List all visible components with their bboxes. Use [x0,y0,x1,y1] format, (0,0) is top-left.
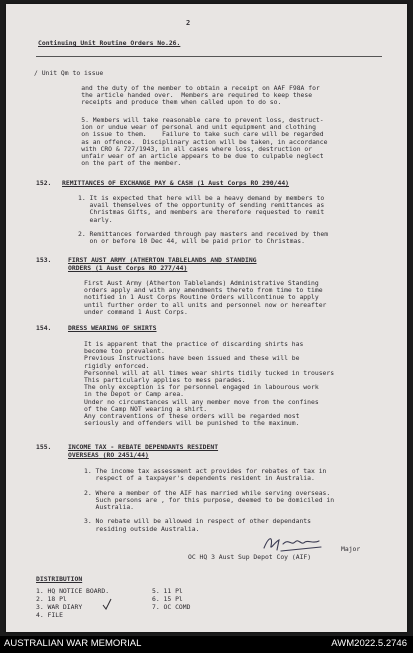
section-155-heading: INCOME TAX - REBATE DEPENDANTS RESIDENT [68,443,219,451]
section-152-title [62,180,289,187]
distribution-item: 5. 11 Pl [152,587,183,595]
section-155-ref: (RO 2451/44) [102,451,149,459]
signature-rank: Major [341,545,361,553]
section-152-ref: (1 Aust Corps RO 290/44) [196,179,290,187]
distribution-item: 6. 15 Pl [152,595,183,603]
footer-institution: AUSTRALIAN WAR MEMORIAL [4,638,142,649]
section-152-number: 152. [36,179,52,187]
continued-heading: / Unit Qm to issue [34,69,104,77]
section-153-heading-cont: ORDERS [68,264,92,272]
section-153-body: First Aust Army (Atherton Tablelands) Administrative Standing orders apply and with any amendments thereto from time to time notified in 1 Aust Corps Routine Orders willcontinue to apply until further order to all units and personnel now or hereafter under command 1 Aust Corps. [84,279,327,316]
section-152-heading: REMITTANCES OF EXCHANGE PAY & CASH [62,179,193,187]
distribution-item: 3. WAR DIARY [36,603,83,611]
distribution-item: 7. OC COMD [152,603,191,611]
distribution-item: 2. 18 Pl [36,595,67,603]
page-number: 2 [186,19,191,27]
distribution-item: 1. HQ NOTICE BOARD. [36,587,110,595]
section-154-title: DRESS WEARING OF SHIRTS [68,324,157,332]
section-153-heading: FIRST AUST ARMY (ATHERTON TABLELANDS AND STANDING [68,256,257,264]
signature-unit: OC HQ 3 Aust Sup Depot Coy (AIF) [188,553,312,561]
distribution-item: 4. FILE [36,611,63,619]
footer-accession-number: AWM2022.5.2746 [331,638,407,649]
section-154-body: It is apparent that the practice of discarding shirts has become too prevalent. Previous Instructions have been issued and these will be rigidly enforced. Personnel will at all times wear shirts tidily tucked in trousers This particularly applies to mess parades. The only exception is for personnel engaged in labourous work in the Depot or Camp area. Under no circumstances will any member move from the confines of the Camp NOT wearing a shirt. Any contraventions of these orders will be regarded most seriously and offenders will be punished to the maximum. [84,340,335,428]
section-155-number: 155. [36,443,52,451]
intro-paragraph: and the duty of the member to obtain a receipt on AAF F98A for the article handed over. Members are required to keep these receipts and produce them when called upon to do so. [81,84,320,107]
section-153-number: 153. [36,256,52,264]
header-rule [36,56,382,57]
section-153-ref: (1 Aust Corps RO 277/44) [94,264,188,272]
document-title: Continuing Unit Routine Orders No.26. [38,39,181,47]
section-155-heading-cont: OVERSEAS [68,451,99,459]
document-page [6,4,407,632]
paragraph-5: 5. Members will take reasonable care to prevent loss, destruct- ion or undue wear of personal and unit equipment and clothing on issue to them. Failure to take such care will be regarded as an offence. Disciplinary action will be taken, in accordance with CRO & 727/1943, in all cases where loss, destruction or unfair wear of an article appears to be due to culpable neglect on the part of the member. [81,116,328,168]
handwritten-signature [261,532,331,554]
tick-mark-icon [102,598,112,610]
section-154-number: 154. [36,324,52,332]
section-153-title-line2 [68,265,187,272]
section-155-title-line2 [68,452,149,459]
section-152-body: 1. It is expected that here will be a heavy demand by members to avail themselves of the opportunity of sending remittances as Christmas Gifts, and members are therefore requested to remit early. 2. Remittances forwarded through pay masters and received by them on or before 10 Dec 44, will be paid prior to Christmas. [78,194,329,246]
section-155-body: 1. The income tax assessment act provides for rebates of tax in respect of a taxpayer's dependents resident in Australia. 2. Where a member of the AIF has married while serving overseas. Such persons are , for this purpose, deemed to be domiciled in Australia. 3. No rebate will be allowed in respect of other dependants residing outside Australia. [84,467,335,533]
distribution-title: DISTRIBUTION [36,575,83,583]
archive-footer [0,636,413,653]
